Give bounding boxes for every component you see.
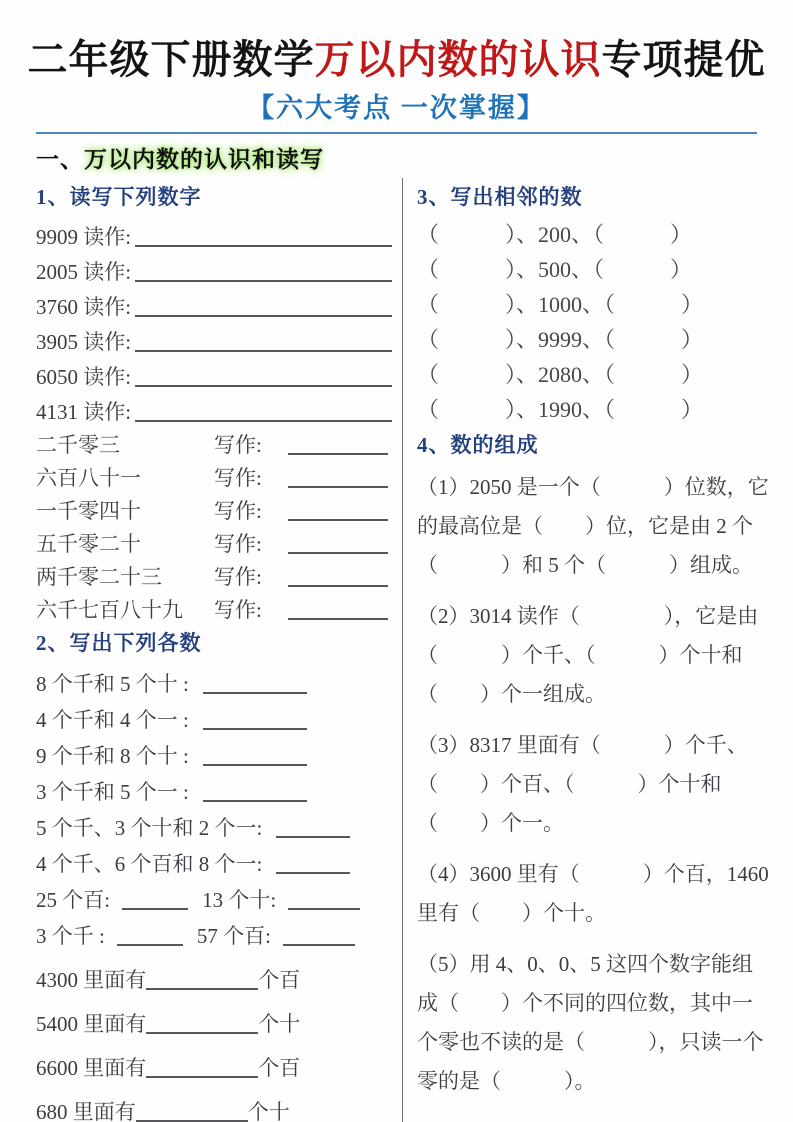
composition-paragraph-3: （3）8317 里面有（ ）个千、（ ）个百、（ ）个十和（ ）个一。 xyxy=(417,733,748,835)
contains-row-prefix: 4300 里面有 xyxy=(36,968,147,992)
top-divider-line xyxy=(36,132,757,134)
composition-paragraph-5: （5）用 4、0、0、5 这四个数字能组成（ ）个不同的四位数，其中一个零也不读的是（ ），只读一个零的是（ ）。 xyxy=(417,952,764,1093)
compose-row-label: 3 个千和 5 个一 : xyxy=(36,780,189,804)
answer-blank xyxy=(146,1032,258,1034)
compose-number-row xyxy=(36,698,394,734)
contains-row-prefix: 6600 里面有 xyxy=(36,1056,147,1080)
write-number-row xyxy=(36,558,394,591)
title-part-red-highlight: 万以内数的认识 xyxy=(314,37,602,82)
pair-row xyxy=(36,878,394,914)
compose-row-label: 4 个千、6 个百和 8 个一: xyxy=(36,852,263,876)
compose-row-label: 5 个千、3 个十和 2 个一: xyxy=(36,816,263,840)
answer-blank xyxy=(203,692,307,694)
answer-blank xyxy=(288,486,388,488)
read-row-label: 4131 读作: xyxy=(36,400,132,424)
chinese-number: 六千七百八十九 xyxy=(36,598,183,622)
read-row-label: 2005 读作: xyxy=(36,260,132,284)
answer-blank xyxy=(135,350,392,352)
answer-blank xyxy=(135,245,392,247)
compose-row-label: 9 个千和 8 个十 : xyxy=(36,744,189,768)
two-column-layout xyxy=(36,178,769,1122)
question-3-heading: 3、写出相邻的数 xyxy=(417,185,583,209)
section-1-heading xyxy=(36,141,793,174)
read-row-label: 6050 读作: xyxy=(36,365,132,389)
compose-number-row xyxy=(36,734,394,770)
read-aloud-row xyxy=(36,321,394,356)
compose-number-row xyxy=(36,770,394,806)
write-number-row xyxy=(36,492,394,525)
compose-number-row xyxy=(36,662,394,698)
read-aloud-row xyxy=(36,251,394,286)
neighbor-numbers-row: （ ）、200、（ ） xyxy=(417,222,693,247)
answer-blank xyxy=(288,908,360,910)
answer-blank xyxy=(135,385,392,387)
chinese-number: 两千零二十三 xyxy=(36,565,162,589)
answer-blank xyxy=(288,453,388,455)
neighbor-numbers-row: （ ）、9999、（ ） xyxy=(417,327,704,352)
section-heading-highlighted-text: 万以内数的认识和读写 xyxy=(84,147,324,172)
answer-blank xyxy=(135,420,392,422)
read-aloud-row xyxy=(36,286,394,321)
pair-row-label: 57 个百: xyxy=(196,924,271,948)
compose-number-row xyxy=(36,806,394,842)
answer-blank xyxy=(135,315,392,317)
question-4-heading: 4、数的组成 xyxy=(417,433,539,457)
write-number-row xyxy=(36,426,394,459)
read-aloud-row xyxy=(36,391,394,426)
write-label: 写作: xyxy=(214,433,262,457)
answer-blank xyxy=(135,280,392,282)
page-subtitle: 【六大考点 一次掌握】 xyxy=(247,93,546,123)
question-1-heading: 1、读写下列数字 xyxy=(36,185,202,209)
answer-blank xyxy=(203,728,307,730)
compose-row-label: 4 个千和 4 个一 : xyxy=(36,708,189,732)
pair-row xyxy=(36,914,394,950)
compose-row-label: 8 个千和 5 个十 : xyxy=(36,672,189,696)
section-number: 一、 xyxy=(36,147,84,172)
contains-row-suffix: 个十 xyxy=(247,1100,290,1122)
read-row-label: 3760 读作: xyxy=(36,295,132,319)
answer-blank xyxy=(203,800,307,802)
contains-row-suffix: 个百 xyxy=(258,1056,301,1080)
page-title xyxy=(20,38,773,82)
chinese-number: 六百八十一 xyxy=(36,466,141,490)
read-aloud-row xyxy=(36,216,394,251)
right-column xyxy=(402,178,769,1122)
write-label: 写作: xyxy=(214,532,262,556)
pair-row-label: 3 个千 : xyxy=(36,924,105,948)
composition-paragraph-1: （1）2050 是一个（ ）位数，它的最高位是（ ）位，它是由 2 个（ ）和 5 个（ ）组成。 xyxy=(417,475,769,577)
composition-paragraph-2: （2）3014 读作（ ），它是由（ ）个千、（ ）个十和（ ）个一组成。 xyxy=(417,604,759,706)
neighbor-numbers-row: （ ）、2080、（ ） xyxy=(417,362,704,387)
title-part-right: 专项提优 xyxy=(601,37,766,82)
answer-blank xyxy=(288,519,388,521)
neighbor-numbers-row: （ ）、1000、（ ） xyxy=(417,292,704,317)
read-row-label: 3905 读作: xyxy=(36,330,132,354)
neighbor-numbers-row: （ ）、500、（ ） xyxy=(417,257,693,282)
chinese-number: 一千零四十 xyxy=(36,499,141,523)
write-number-row xyxy=(36,591,394,624)
contains-row-suffix: 个十 xyxy=(258,1012,301,1036)
contains-row-prefix: 5400 里面有 xyxy=(36,1012,147,1036)
pair-row-label: 25 个百: xyxy=(36,888,111,912)
contains-row-prefix: 680 里面有 xyxy=(36,1100,136,1122)
composition-paragraph-4: （4）3600 里有（ ）个百，1460 里有（ ）个十。 xyxy=(417,862,769,925)
chinese-number: 二千零三 xyxy=(36,433,120,457)
answer-blank xyxy=(276,836,350,838)
answer-blank xyxy=(122,908,188,910)
answer-blank xyxy=(288,585,388,587)
contains-row xyxy=(36,1082,394,1122)
question-2-heading: 2、写出下列各数 xyxy=(36,631,202,655)
compose-number-row xyxy=(36,842,394,878)
neighbor-numbers-row: （ ）、1990、（ ） xyxy=(417,397,704,422)
write-number-row xyxy=(36,459,394,492)
answer-blank xyxy=(276,872,350,874)
title-part-left: 二年级下册数学 xyxy=(27,37,315,82)
write-label: 写作: xyxy=(214,466,262,490)
pair-row-label: 13 个十: xyxy=(202,888,277,912)
write-label: 写作: xyxy=(214,499,262,523)
answer-blank xyxy=(283,944,355,946)
answer-blank xyxy=(146,988,258,990)
read-aloud-row xyxy=(36,356,394,391)
read-row-label: 9909 读作: xyxy=(36,225,132,249)
write-label: 写作: xyxy=(214,598,262,622)
write-number-row xyxy=(36,525,394,558)
answer-blank xyxy=(117,944,183,946)
left-column xyxy=(36,178,402,1122)
answer-blank xyxy=(203,764,307,766)
contains-row xyxy=(36,1038,394,1082)
contains-row-suffix: 个百 xyxy=(258,968,301,992)
contains-row xyxy=(36,950,394,994)
answer-blank xyxy=(288,618,388,620)
contains-row xyxy=(36,994,394,1038)
write-label: 写作: xyxy=(214,565,262,589)
answer-blank xyxy=(146,1076,258,1078)
answer-blank xyxy=(288,552,388,554)
chinese-number: 五千零二十 xyxy=(36,532,141,556)
